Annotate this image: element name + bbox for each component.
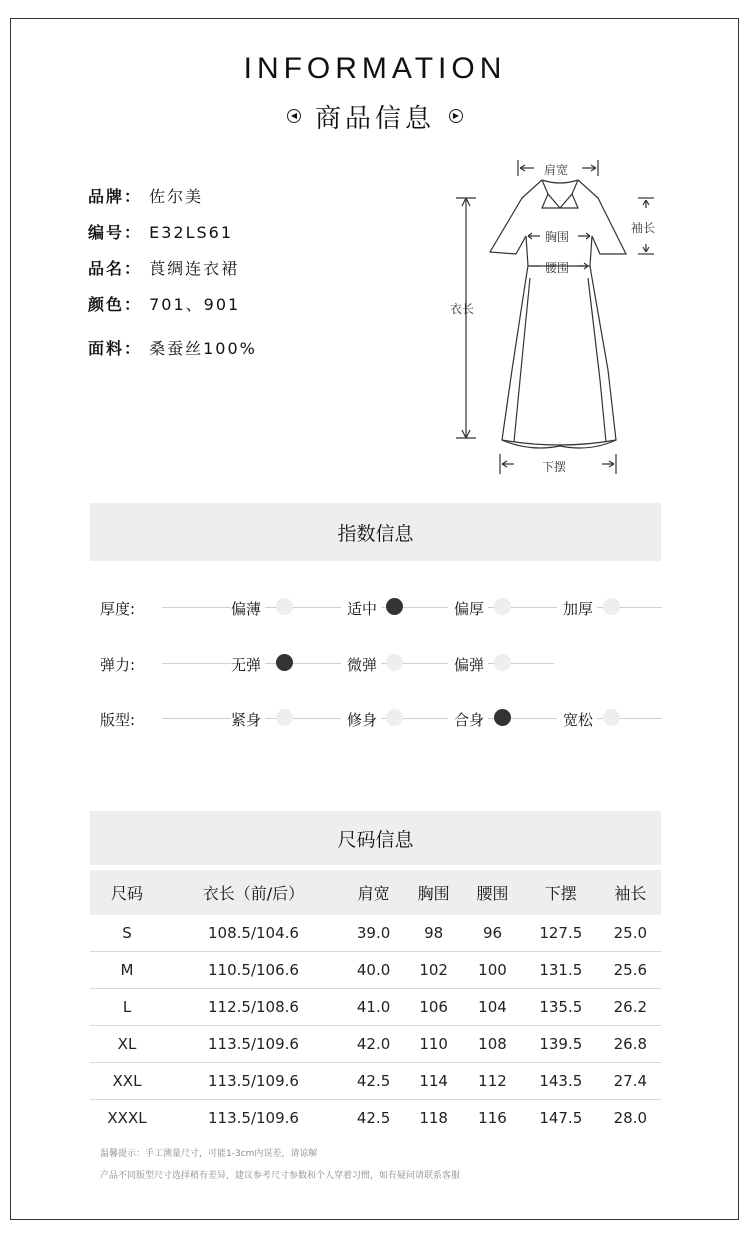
size-cell: 28.0 (613, 1109, 648, 1127)
size-cell: 40.0 (343, 952, 404, 989)
option-dot (386, 654, 403, 671)
option-label: 合身 (448, 709, 488, 730)
size-cell: 112 (463, 1063, 522, 1100)
label-waist: 腰围 (545, 261, 570, 275)
option-label: 微弹 (341, 654, 381, 675)
info-key: 品名： (88, 259, 143, 278)
size-cell: 116 (478, 1109, 507, 1127)
size-cell: S (90, 915, 164, 952)
option-label: 修身 (341, 709, 381, 730)
size-header-cell: 尺码 (90, 870, 164, 915)
title-chinese-text: 商品信息 (314, 104, 435, 134)
option-dot (603, 598, 620, 615)
size-cell: XXXL (107, 1109, 147, 1127)
table-row (90, 952, 661, 989)
size-table (90, 870, 661, 1136)
size-cell: 108 (463, 1026, 522, 1063)
size-cell: 39.0 (343, 915, 404, 952)
size-cell: 112.5/108.6 (164, 989, 343, 1026)
size-cell: 108.5/104.6 (164, 915, 343, 952)
label-length: 衣长 (450, 302, 475, 316)
info-value: E32LS61 (149, 223, 234, 242)
size-title: 尺码信息 (90, 811, 661, 865)
info-value: 莨绸连衣裙 (149, 259, 240, 278)
size-cell: 25.0 (600, 915, 661, 952)
size-cell: 110.5/106.6 (164, 952, 343, 989)
size-header-cell: 腰围 (463, 870, 522, 915)
info-key: 面料： (88, 339, 143, 358)
option-dot (494, 598, 511, 615)
info-key: 品牌： (88, 187, 143, 206)
size-cell: 114 (404, 1063, 463, 1100)
info-color (88, 292, 240, 315)
info-key: 颜色： (88, 295, 143, 314)
table-row (90, 1026, 661, 1063)
table-row (90, 1100, 661, 1137)
title-chinese (0, 98, 750, 135)
size-cell: 135.5 (522, 989, 600, 1026)
size-cell: 42.0 (343, 1026, 404, 1063)
option-label: 偏薄 (231, 598, 265, 619)
size-cell: 113.5/109.6 (164, 1026, 343, 1063)
option-label: 适中 (341, 598, 381, 619)
size-cell: XL (90, 1026, 164, 1063)
info-fabric (88, 336, 257, 359)
option-label: 无弹 (231, 654, 265, 675)
label-sleeve: 袖长 (631, 221, 656, 235)
option-label: 偏厚 (448, 598, 488, 619)
option-dot (386, 709, 403, 726)
size-cell: L (90, 989, 164, 1026)
size-cell: 98 (404, 915, 463, 952)
size-cell: 41.0 (343, 989, 404, 1026)
info-value: 桑蚕丝100% (149, 339, 257, 358)
info-key: 编号： (88, 223, 143, 242)
note-fit: 产品不同版型尺寸选择稍有差异，建议参考尺寸参数和个人穿着习惯，如有疑问请联系客服 (100, 1171, 461, 1181)
size-cell: 118 (419, 1109, 448, 1127)
option-dot-selected (494, 709, 511, 726)
size-cell: 96 (463, 915, 522, 952)
size-header-cell: 袖长 (600, 870, 661, 915)
size-cell: 113.5/109.6 (164, 1063, 343, 1100)
label-chest: 胸围 (545, 230, 570, 244)
note-measurement: 温馨提示：手工测量尺寸，可能1-3cm内误差，请谅解 (100, 1149, 318, 1159)
arrow-left-icon: ◀ (287, 109, 301, 123)
size-cell: 102 (404, 952, 463, 989)
arrow-right-icon: ▶ (449, 109, 463, 123)
index-title: 指数信息 (90, 503, 661, 561)
option-dot (603, 709, 620, 726)
size-cell: 113.5/109.6 (208, 1109, 299, 1127)
option-dot (276, 598, 293, 615)
label-hem: 下摆 (542, 460, 567, 474)
info-value: 佐尔美 (149, 187, 204, 206)
size-header-cell: 衣长（前/后） (164, 870, 343, 915)
size-cell: 106 (404, 989, 463, 1026)
option-dot-selected (276, 654, 293, 671)
size-cell: 26.2 (600, 989, 661, 1026)
size-cell: 25.6 (600, 952, 661, 989)
size-cell: 143.5 (522, 1063, 600, 1100)
size-header-row (90, 870, 661, 915)
option-dot (276, 709, 293, 726)
table-row (90, 1063, 661, 1100)
size-header-cell: 胸围 (404, 870, 463, 915)
size-cell: 27.4 (600, 1063, 661, 1100)
option-label: 紧身 (231, 709, 265, 730)
size-cell: 127.5 (522, 915, 600, 952)
index-label-fit: 版型: (100, 711, 136, 729)
table-row (90, 989, 661, 1026)
dress-diagram-icon (440, 150, 680, 485)
size-cell: 100 (463, 952, 522, 989)
size-cell: 26.8 (600, 1026, 661, 1063)
title-english: INFORMATION (243, 52, 507, 85)
index-label-thickness: 厚度: (100, 600, 136, 618)
size-cell: 42.5 (343, 1063, 404, 1100)
size-cell: 131.5 (522, 952, 600, 989)
size-cell: M (90, 952, 164, 989)
option-label: 偏弹 (448, 654, 488, 675)
size-cell: 42.5 (356, 1109, 391, 1127)
size-cell: 139.5 (522, 1026, 600, 1063)
info-brand (88, 184, 203, 207)
option-dot-selected (386, 598, 403, 615)
option-label: 宽松 (557, 709, 597, 730)
size-cell: 110 (404, 1026, 463, 1063)
size-cell: 104 (463, 989, 522, 1026)
label-shoulder: 肩宽 (544, 163, 569, 177)
size-header-cell: 下摆 (522, 870, 600, 915)
info-name (88, 256, 239, 279)
index-label-elasticity: 弹力: (100, 656, 136, 674)
option-label: 加厚 (557, 598, 597, 619)
size-header-cell: 肩宽 (343, 870, 404, 915)
size-cell: 147.5 (539, 1109, 583, 1127)
size-cell: XXL (90, 1063, 164, 1100)
info-code (88, 220, 233, 243)
table-row (90, 915, 661, 952)
option-dot (494, 654, 511, 671)
info-value: 701、901 (149, 295, 241, 314)
